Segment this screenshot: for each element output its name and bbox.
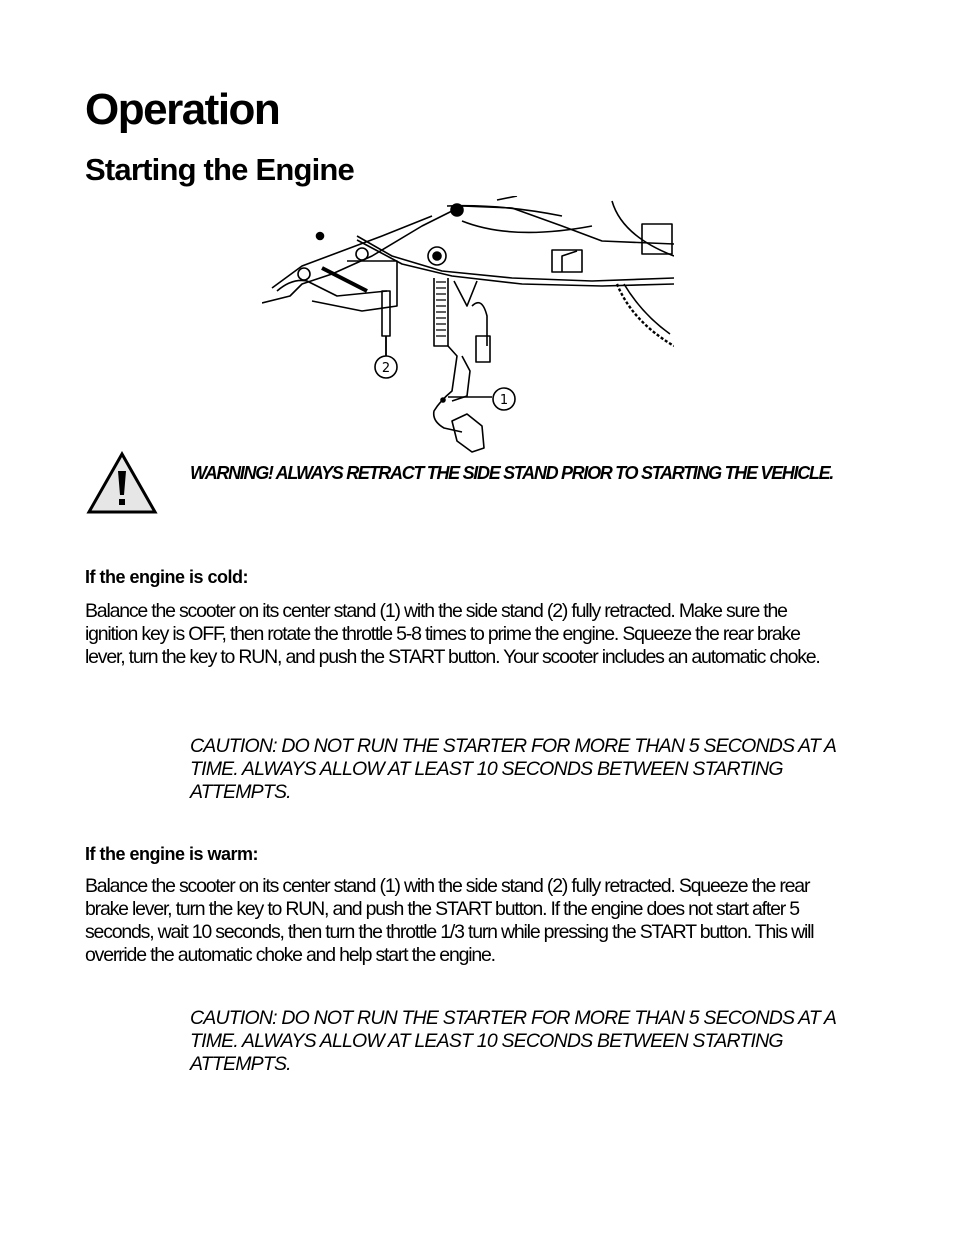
- subsection-title: Starting the Engine: [85, 152, 354, 187]
- cold-engine-instructions: Balance the scooter on its center stand (1) with the side stand (2) fully retracted. Make sure the ignition key is OFF, then rotate the throttle 5-8 times to prime the engine. Squeeze the rear brake lever, turn the key to RUN, and push the START button. Your scooter includes an automatic choke.: [85, 600, 820, 668]
- warning-triangle-icon: [86, 451, 158, 515]
- warm-engine-instructions: Balance the scooter on its center stand (1) with the side stand (2) fully retracted. Squeeze the rear brake lever, turn the key to RUN, and push the START button. If the engine does not start after 5 seconds, wait 10 seconds, then turn the throttle 1/3 turn while pressing the START button. This will override the automatic choke and help start the engine.: [85, 875, 814, 966]
- callout-1: 1: [499, 393, 509, 408]
- warm-engine-heading: If the engine is warm:: [85, 844, 259, 864]
- callout-2: 2: [381, 361, 391, 376]
- warm-engine-caution: CAUTION: DO NOT RUN THE STARTER FOR MORE THAN 5 SECONDS AT A TIME. ALWAYS ALLOW AT LEAST 10 SECONDS BETWEEN STARTING ATTEMPTS.: [190, 1007, 836, 1075]
- section-title: Operation: [85, 85, 280, 134]
- cold-engine-caution: CAUTION: DO NOT RUN THE STARTER FOR MORE THAN 5 SECONDS AT A TIME. ALWAYS ALLOW AT LEAST 10 SECONDS BETWEEN STARTING ATTEMPTS.: [190, 735, 836, 803]
- scooter-stand-illustration: [262, 196, 674, 454]
- cold-engine-heading: If the engine is cold:: [85, 567, 249, 587]
- warning-text: WARNING! ALWAYS RETRACT THE SIDE STAND PRIOR TO STARTING THE VEHICLE.: [190, 463, 833, 483]
